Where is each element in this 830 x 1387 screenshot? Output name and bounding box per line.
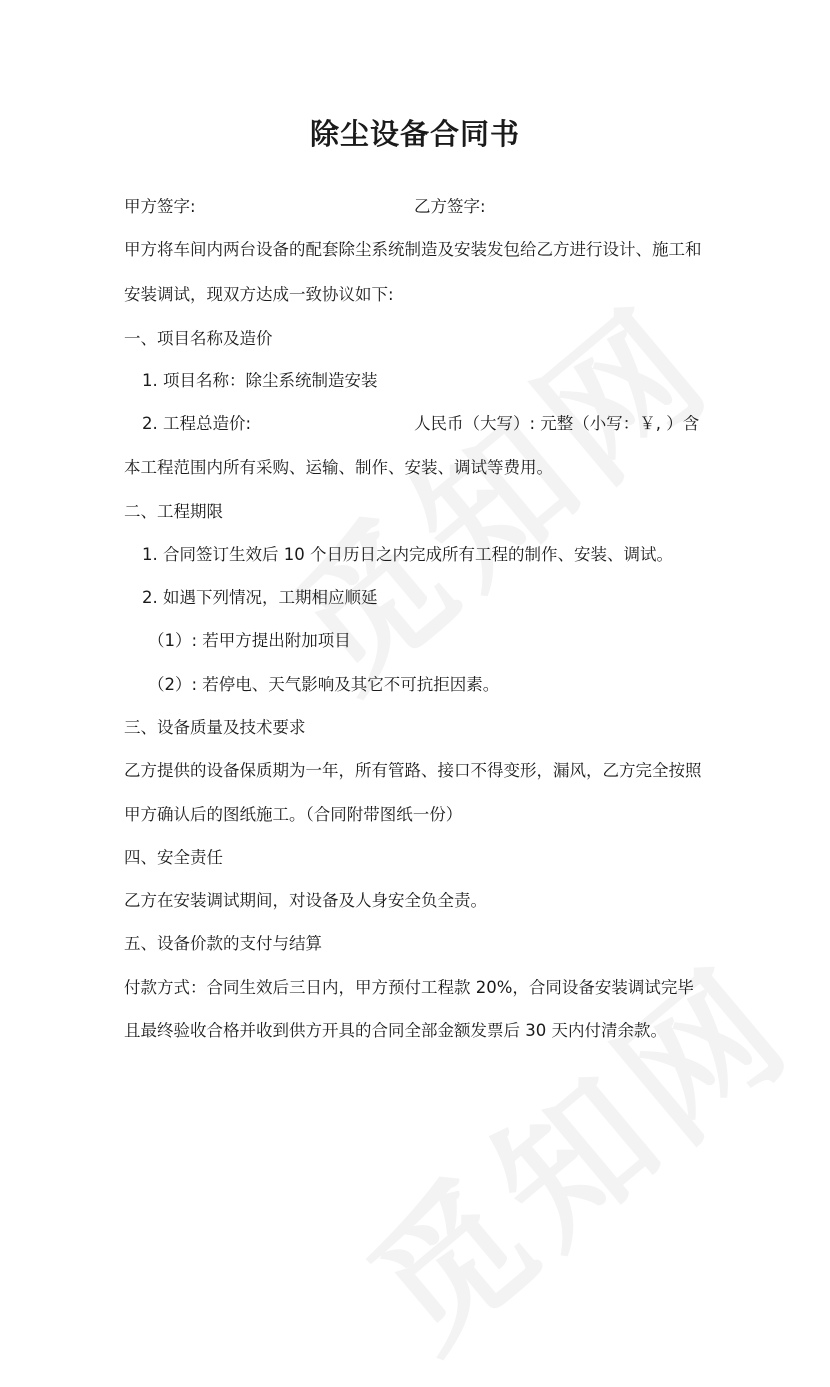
section-1-item-1: 1. 项目名称：除尘系统制造安装 (142, 371, 378, 390)
section-5-heading: 五、设备价款的支付与结算 (124, 934, 322, 953)
intro-line-1: 甲方将车间内两台设备的配套除尘系统制造及安装发包给乙方进行设计、施工和 (124, 240, 702, 259)
section-3-heading: 三、设备质量及技术要求 (124, 718, 306, 737)
section-5-line-2: 且最终验收合格并收到供方开具的合同全部金额发票后 30 天内付清余款。 (124, 1021, 667, 1040)
signature-b-label: 乙方签字: (414, 197, 486, 216)
section-1-item-2-label: 2. 工程总造价: (142, 414, 252, 433)
section-3-line-1: 乙方提供的设备保质期为一年，所有管路、接口不得变形，漏风，乙方完全按照 (124, 761, 702, 780)
section-2-heading: 二、工程期限 (124, 502, 223, 521)
section-2-sub-1: （1）: 若甲方提出附加项目 (148, 631, 351, 650)
section-3-line-2: 甲方确认后的图纸施工。（合同附带图纸一份） (124, 805, 463, 824)
section-1-item-2-continuation: 本工程范围内所有采购、运输、制作、安装、调试等费用。 (124, 458, 553, 477)
watermark (237, 249, 748, 727)
section-4-heading: 四、安全责任 (124, 848, 223, 867)
intro-line-2: 安装调试，现双方达成一致协议如下: (124, 285, 394, 304)
section-5-line-1: 付款方式：合同生效后三日内，甲方预付工程款 20%，合同设备安装调试完毕 (124, 978, 694, 997)
section-2-item-2: 2. 如遇下列情况，工期相应顺延 (142, 588, 378, 607)
signature-a-label: 甲方签字: (124, 197, 196, 216)
section-2-item-1: 1. 合同签订生效后 10 个日历日之内完成所有工程的制作、安装、调试。 (142, 545, 673, 564)
section-4-line: 乙方在安装调试期间，对设备及人身安全负全责。 (124, 891, 487, 910)
document-title: 除尘设备合同书 (309, 117, 520, 151)
section-1-heading: 一、项目名称及造价 (124, 329, 273, 348)
section-2-sub-2: （2）: 若停电、天气影响及其它不可抗拒因素。 (148, 675, 500, 694)
section-1-item-2-price: 人民币（大写）: 元整（小写：￥, ）含 (414, 414, 700, 433)
